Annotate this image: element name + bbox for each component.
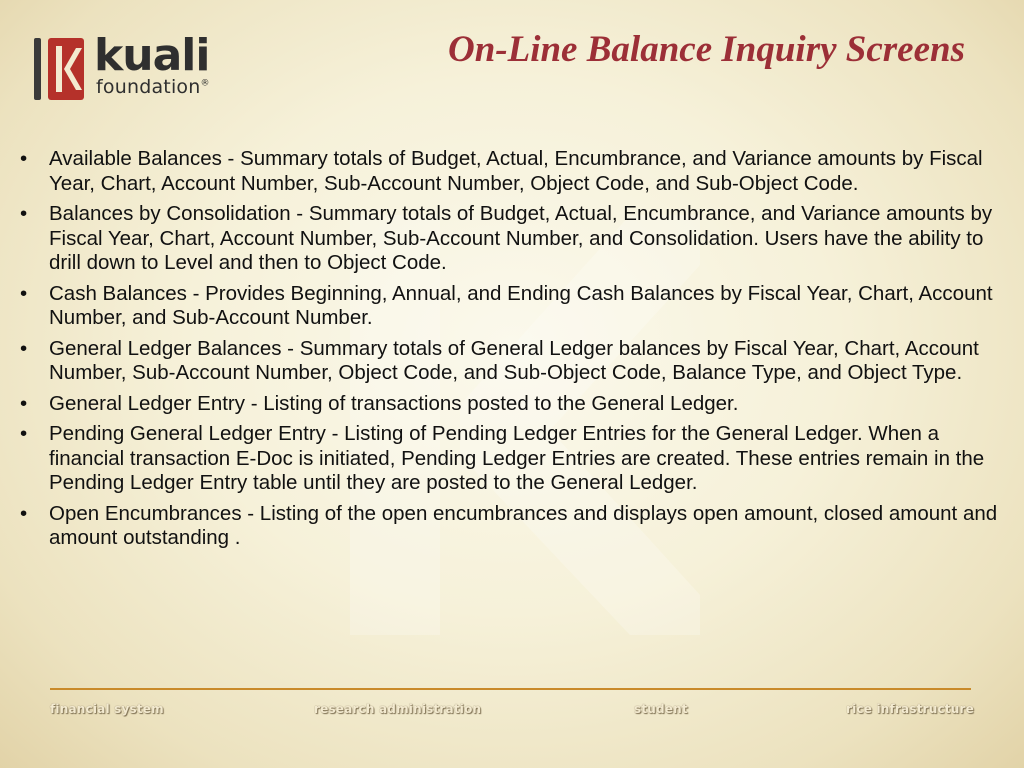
footer-financial-system: financial system	[50, 702, 164, 716]
bullet-dot: •	[20, 147, 28, 170]
bullet-dot: •	[20, 281, 28, 305]
bullet-dot: •	[20, 422, 28, 445]
kuali-foundation-logo	[34, 30, 284, 102]
logo-bar	[34, 38, 41, 100]
bullet-text: Cash Balances - Provides Beginning, Annual, and Ending Cash Balances by Fiscal Year, Chart, Account Number, and Sub-Account Number.	[49, 281, 993, 329]
bullet-text: Pending General Ledger Entry - Listing of Pending Ledger Entries for the General Ledger. When a financial transaction E-Doc is initiated, Pending Ledger Entries are created. These entries remain in the Pending Ledger Entry table until they are posted to the General Ledger.	[49, 422, 985, 494]
bullet-item	[20, 422, 1012, 496]
logo-wordmark: kuali	[94, 30, 210, 81]
logo-subtitle-text: foundation	[96, 76, 201, 98]
footer-rice-infrastructure: rice infrastructure	[846, 702, 974, 716]
bullet-item	[20, 147, 1012, 196]
registered-mark: ®	[200, 78, 210, 89]
bullet-item	[20, 392, 1012, 417]
footer-research-administration: research administration	[314, 702, 482, 716]
bullet-dot: •	[20, 501, 28, 525]
footer-student: student	[634, 702, 688, 716]
bullet-item	[20, 502, 1012, 551]
footer-rule	[50, 688, 971, 690]
bullet-dot: •	[20, 202, 28, 225]
bullet-text: Available Balances - Summary totals of Budget, Actual, Encumbrance, and Variance amounts by Fiscal Year, Chart, Account Number, Sub-Account Number, Object Code, and Sub-Object Code.	[49, 147, 983, 195]
bullet-text: General Ledger Entry - Listing of transactions posted to the General Ledger.	[49, 391, 739, 415]
bullet-text: Open Encumbrances - Listing of the open encumbrances and displays open amount, closed amount and amount outstanding .	[49, 501, 998, 549]
bullet-text: Balances by Consolidation - Summary totals of Budget, Actual, Encumbrance, and Variance amounts by Fiscal Year, Chart, Account Number, Sub-Account Number, and Consolidation. Users have the ability to drill down to Level and then to Object Code.	[49, 202, 993, 274]
bullet-dot: •	[20, 391, 28, 415]
bullet-text: General Ledger Balances - Summary totals of General Ledger balances by Fiscal Year, Chart, Account Number, Sub-Account Number, Object Code, and Sub-Object Code, Balance Type, and Object Type.	[49, 336, 979, 384]
bullet-item	[20, 282, 1012, 331]
bullet-list	[20, 147, 1012, 557]
bullet-item	[20, 337, 1012, 386]
kuali-k-mark-icon	[48, 38, 84, 100]
bullet-dot: •	[20, 336, 28, 360]
bullet-item	[20, 202, 1012, 276]
slide-title: On-Line Balance Inquiry Screens	[447, 29, 965, 70]
logo-subtitle	[96, 78, 210, 97]
